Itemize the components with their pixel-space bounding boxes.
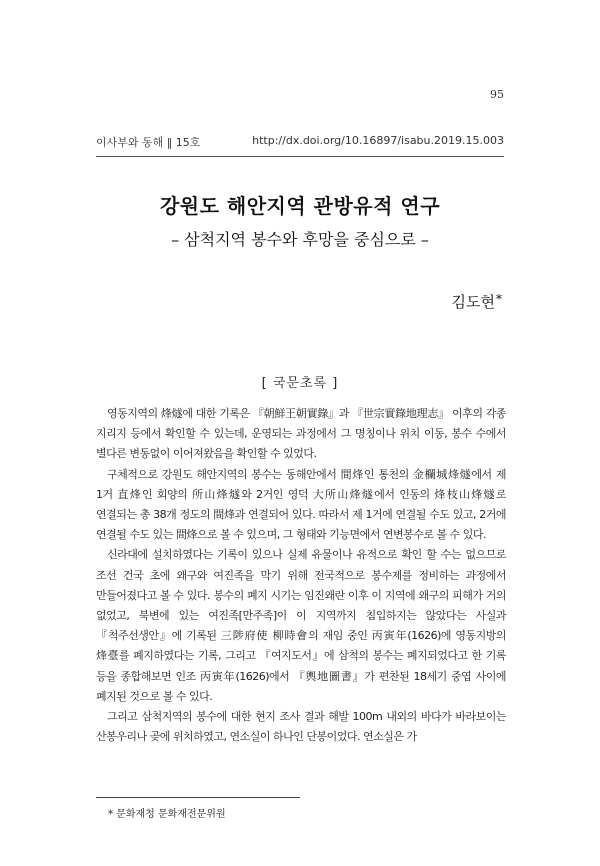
- doi-link[interactable]: http://dx.doi.org/10.16897/isabu.2019.15.003: [252, 134, 504, 147]
- author: [452, 291, 502, 312]
- abstract-paragraph: 신라대에 설치하였다는 기록이 있으나 실제 유물이나 유적으로 확인 할 수는 없으므로 조선 건국 초에 왜구와 여진족을 막기 위해 전국적으로 봉수제를 정비하는 과정에서 만들어졌다고 볼 수 있다. 봉수의 폐지 시기는 임진왜란 이후 이 지역에 왜구의 피해가 거의 없었고, 북변에 있는 여진족[만주족]이 이 지역까지 침입하지는 않았다는 사실과 『척주선생안』에 기록된 三陟府使 柳時會의 재임 중인 丙寅年(1626)에 영동지방의 烽臺를 폐지하였다는 기록, 그리고 『여지도서』에 삼척의 봉수는 폐지되었다고 한 기록 등을 종합해보면 인조 丙寅年(1626)에서 『輿地圖書』가 편찬된 18세기 중엽 사이에 폐지된 것으로 볼 수 있다.: [96, 548, 506, 703]
- footnote-divider: [96, 797, 300, 798]
- journal-name: 이사부와 동해 ‖ 15호: [96, 136, 201, 149]
- author-footnote-mark: *: [496, 292, 502, 306]
- paper-subtitle: – 삼척지역 봉수와 후망을 중심으로 –: [171, 230, 429, 249]
- abstract-paragraph: 구체적으로 강원도 해안지역의 봉수는 동해안에서 間烽인 통천의 金欄城烽燧에서 제 1거 直烽인 회양의 所山烽燧와 2거인 영덕 大所山烽燧에서 인동의 烽枝山烽燧로 연결되는 총 38개 정도의 間烽과 연결되어 있다. 따라서 제 1거에 연결될 수도 있고, 2거에 연결될 수도 있는 間烽으로 볼 수 있으며, 그 형태와 기능면에서 연변봉수로 볼 수 있다.: [96, 467, 506, 542]
- abstract-paragraph: 그리고 삼척지역의 봉수에 대한 현지 조사 결과 해발 100m 내외의 바다가 바라보이는 산봉우리나 곶에 위치하였고, 연소실이 하나인 단봉이었다. 연소실은 가: [96, 710, 506, 744]
- abstract-heading: [ 국문초록 ]: [261, 376, 339, 391]
- abstract-paragraph: 영동지역의 烽燧에 대한 기록은 『朝鮮王朝實錄』과 『世宗實錄地理志』 이후의 각종 지리지 등에서 확인할 수 있는데, 운영되는 과정에서 그 명칭이나 위치 이동, 봉수 수에서 별다른 변동없이 이어져왔음을 확인할 수 있었다.: [96, 407, 506, 461]
- abstract-body: [96, 404, 506, 747]
- journal-header: [96, 134, 504, 157]
- author-name: 김도현: [451, 293, 495, 311]
- paper-title: 강원도 해안지역 관방유적 연구: [159, 194, 441, 218]
- page-number: 95: [490, 88, 504, 101]
- footnote: * 문화재청 문화재전문위원: [108, 809, 226, 820]
